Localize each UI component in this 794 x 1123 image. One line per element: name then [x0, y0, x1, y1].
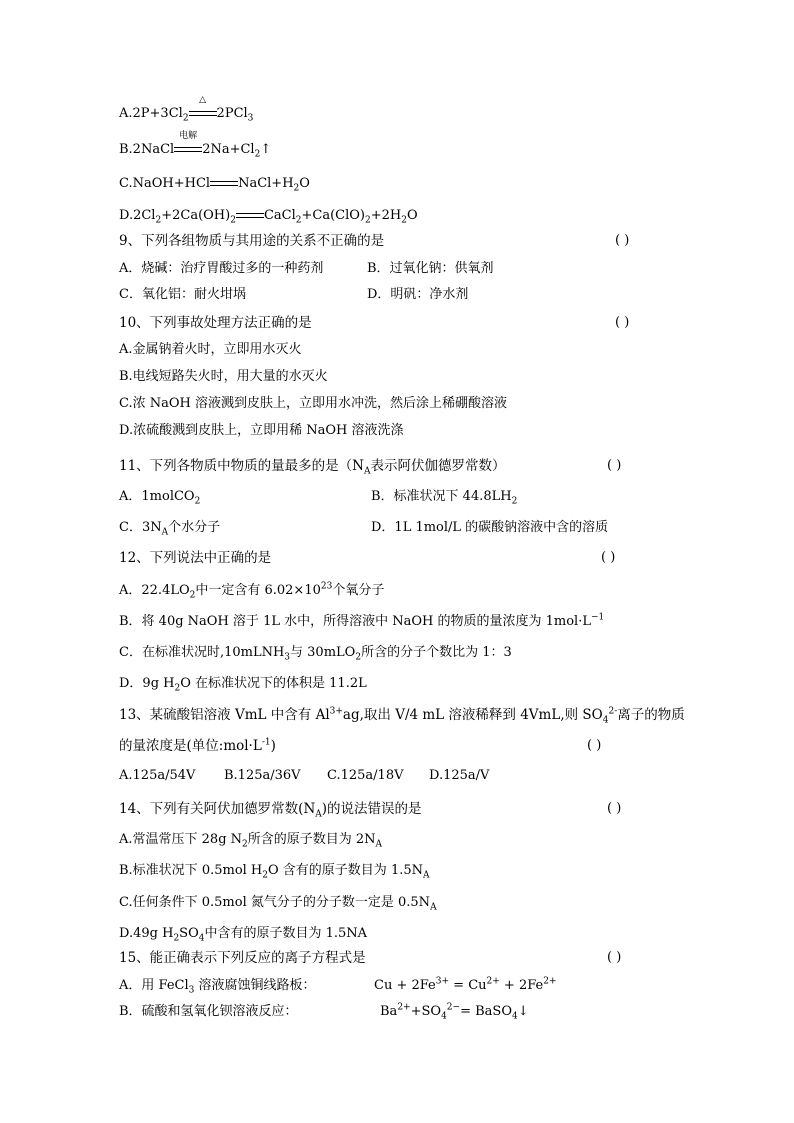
question-14-option-b: B.标准状况下 0.5mol $H_2O$ 含有的原子数目为 $1.5N_A$	[119, 863, 430, 881]
question-15-stem: 15、能正确表示下列反应的离子方程式是	[119, 950, 366, 966]
answer-blank-12[interactable]: ( )	[601, 550, 616, 565]
question-11-option-d: D．1L 1mol/L 的碳酸钠溶液中含的溶质	[371, 520, 609, 535]
question-10-option-c: C.浓 NaOH 溶液溅到皮肤上，立即用水冲洗，然后涂上稀硼酸溶液	[119, 396, 508, 411]
question-9-stem: 9、下列各组物质与其用途的关系不正确的是	[119, 233, 385, 249]
question-13-stem-line1: 13、某硫酸铝溶液 VmL 中含有 $Al^{3+}ag$,取出 V/4 mL 溶液稀释到 4VmL,则 $SO_4^{2-}$离子的物质	[119, 706, 685, 726]
option-prev-b: B.2NaCl 电解 $2Na+Cl_2↑$	[119, 131, 272, 160]
answer-blank-10[interactable]: ( )	[615, 315, 630, 330]
answer-blank-14[interactable]: ( )	[607, 801, 622, 816]
question-14-option-c: C.任何条件下 0.5mol 氮气分子的分子数一定是 $0.5N_A$	[119, 895, 437, 913]
question-9-option-a: A．烧碱：治疗胃酸过多的一种药剂	[119, 261, 324, 276]
condition-electrolysis: 电解	[179, 131, 198, 141]
question-12-option-c: C．在标准状况时,10mLNH$_3$与 30mLO$_2$所含的分子个数比为 1：3	[119, 645, 512, 663]
question-14-stem: 14、下列有关阿伏加德罗常数$(N_A)$的说法错误的是	[119, 801, 422, 820]
question-14-option-a: A.常温常压下 28g $N_2$所含的原子数目为 $2N_A$	[119, 832, 383, 850]
question-12-option-a: A．$22.4LO_2$中一定含有 $6.02\times 10^{23}$个氧分子	[119, 581, 385, 601]
question-12-option-b: B．将 40g NaOH 溶于 1L 水中，所得溶液中 NaOH 的物质的量浓度为 $1mol\cdot L^{-1}$	[119, 612, 605, 629]
question-10-option-a: A.金属钠着火时，立即用水灭火	[119, 342, 302, 357]
question-9-option-c: C．氧化铝：耐火坩埚	[119, 287, 246, 302]
question-15-equation-a: $Cu + 2Fe^{3+} = Cu^{2+} + 2Fe^{2+}$	[374, 976, 557, 993]
answer-blank-15[interactable]: ( )	[607, 950, 622, 965]
question-15-option-b: B．硫酸和氢氧化钡溶液反应：	[119, 1004, 298, 1019]
question-15-equation-b: $Ba^{2+}+SO_4^{2-}=$ BaSO$_4$↓	[380, 1002, 529, 1022]
question-13-option-c: C.125a/18V	[327, 768, 404, 783]
question-11-stem: 11、下列各物质中物质的量最多的是（$N_A$表示阿伏伽德罗常数）	[119, 458, 506, 477]
question-9-option-d: D．明矾：净水剂	[367, 287, 469, 302]
question-14-option-d: D.49g $H_2SO_4$中含有的原子数目为 1.5NA	[119, 926, 368, 944]
question-10-option-d: D.浓硫酸溅到皮肤上，立即用稀 NaOH 溶液洗涤	[119, 423, 404, 438]
question-13-option-a: A.125a/54V	[119, 768, 196, 783]
question-13-option-d: D.125a/V	[429, 768, 490, 783]
question-13-option-b: B.125a/36V	[224, 768, 301, 783]
answer-blank-9[interactable]: ( )	[615, 233, 630, 248]
question-15-option-a: A．用 FeCl$_3$ 溶液腐蚀铜线路板：	[119, 978, 316, 996]
question-13-stem-line2: 的量浓度是(单位$:mol\cdot L^{-1}$)	[119, 737, 276, 754]
question-10-option-b: B.电线短路失火时，用大量的水灭火	[119, 369, 328, 384]
option-prev-a: $A.2P+3Cl_2$ △ 2PCl$_3$	[119, 95, 254, 124]
question-9-option-b: B．过氧化钠：供氧剂	[367, 261, 494, 276]
answer-blank-11[interactable]: ( )	[607, 458, 622, 473]
question-10-stem: 10、下列事故处理方法正确的是	[119, 315, 312, 331]
question-11-option-c: C．$3N_A$个水分子	[119, 520, 221, 538]
question-11-option-a: A．1molCO$_2$	[119, 489, 201, 507]
question-11-option-b: B．标准状况下 $44.8LH_2$	[371, 489, 518, 507]
condition-heat: △	[199, 95, 206, 105]
question-12-stem: 12、下列说法中正确的是	[119, 550, 272, 566]
answer-blank-13[interactable]: ( )	[587, 738, 602, 753]
question-12-option-d: D．9g $H_2O$ 在标准状况下的体积是 11.2L	[119, 676, 367, 694]
option-prev-c: C.NaOH+HCl $NaCl+H_2O$	[119, 176, 310, 194]
option-prev-d: $D.2Cl_2+2Ca(OH)_2$ $CaCl_2+Ca(ClO)_2+2H_2O$	[119, 208, 418, 226]
